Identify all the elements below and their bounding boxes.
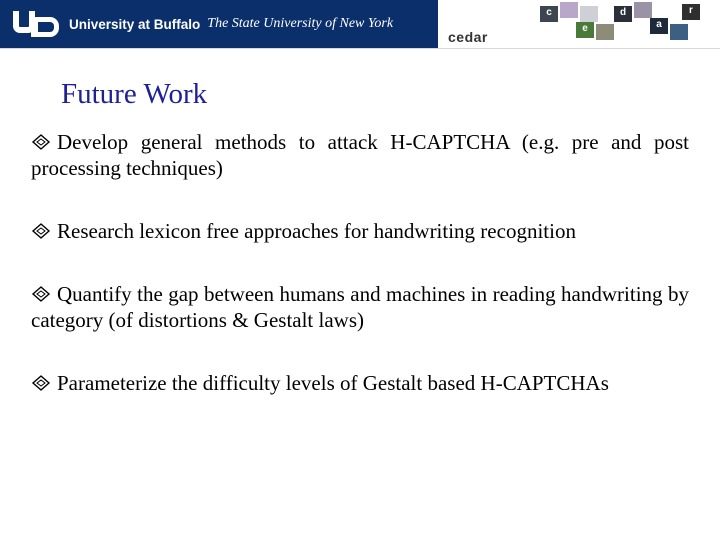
collage-tile bbox=[596, 24, 614, 40]
bullet-item bbox=[31, 281, 689, 333]
collage-tile: d bbox=[614, 6, 632, 22]
diamond-bullet-icon bbox=[31, 375, 51, 391]
university-tagline: The State University of New York bbox=[207, 16, 394, 31]
bullet-text: Research lexicon free approaches for handwriting recognition bbox=[57, 219, 576, 243]
cedar-label: cedar bbox=[448, 29, 488, 45]
university-name: University at Buffalo bbox=[69, 16, 201, 32]
bullet-text: Quantify the gap between humans and machines in reading handwriting by category (of distortions & Gestalt laws) bbox=[31, 282, 689, 332]
diamond-bullet-icon bbox=[31, 286, 51, 302]
bullet-text: Parameterize the difficulty levels of Gestalt based H-CAPTCHAs bbox=[57, 371, 609, 395]
collage-tile bbox=[580, 6, 598, 22]
bullet-item bbox=[31, 129, 689, 181]
collage-tile: r bbox=[682, 4, 700, 20]
bullet-item bbox=[31, 370, 689, 396]
collage-tile: a bbox=[650, 18, 668, 34]
bullet-item bbox=[31, 218, 689, 244]
university-banner bbox=[0, 0, 438, 48]
collage-tile: c bbox=[540, 6, 558, 22]
cedar-image-collage bbox=[530, 0, 720, 48]
cedar-logo bbox=[438, 0, 530, 48]
bullet-text: Develop general methods to attack H-CAPTCHA (e.g. pre and post processing techniques) bbox=[31, 130, 689, 180]
header-divider bbox=[0, 48, 720, 49]
slide-title: Future Work bbox=[61, 78, 208, 110]
diamond-bullet-icon bbox=[31, 223, 51, 239]
diamond-bullet-icon bbox=[31, 134, 51, 150]
collage-tile bbox=[560, 2, 578, 18]
collage-tile bbox=[670, 24, 688, 40]
collage-tile: e bbox=[576, 22, 594, 38]
collage-tile bbox=[634, 2, 652, 18]
bullet-list bbox=[31, 129, 689, 433]
ub-logo-icon bbox=[13, 9, 63, 39]
